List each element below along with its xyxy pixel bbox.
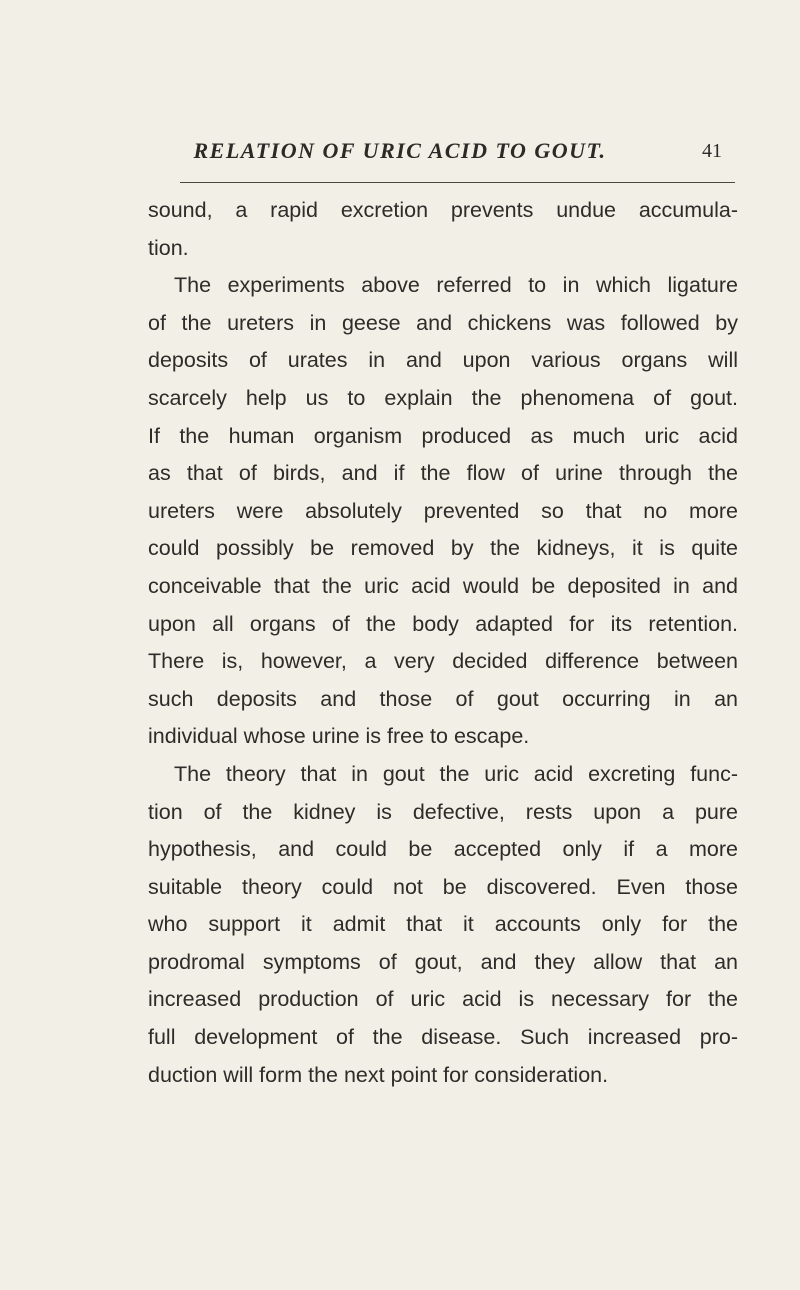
text-line: as that of birds, and if the flow of urine through the [148,461,738,486]
page-header [0,138,800,178]
text-line: There is, however, a very decided difference between [148,649,738,674]
text-line: deposits of urates in and upon various organs will [148,348,738,373]
text-line: who support it admit that it accounts only for the [148,912,738,937]
text-line: The experiments above referred to in which ligature [174,273,738,298]
running-title: RELATION OF URIC ACID TO GOUT. [193,138,607,163]
text-line: increased production of uric acid is necessary for the [148,987,738,1012]
text-line: tion. [148,235,189,260]
text-line: duction will form the next point for consideration. [148,1062,609,1087]
text-line: The theory that in gout the uric acid excreting func- [174,761,738,786]
paragraph [148,756,738,1094]
text-line: conceivable that the uric acid would be deposited in and [148,573,738,598]
text-line: upon all organs of the body adapted for its retention. [148,611,738,636]
body-text [148,192,738,1094]
text-line: prodromal symptoms of gout, and they allow that an [148,949,738,974]
text-line: could possibly be removed by the kidneys, it is quite [148,536,738,561]
text-line: such deposits and those of gout occurring in an [148,686,738,711]
text-line: individual whose urine is free to escape. [148,724,530,749]
text-line: If the human organism produced as much uric acid [148,423,738,448]
header-rule [180,182,735,183]
text-line: hypothesis, and could be accepted only if a more [148,837,738,862]
text-line: of the ureters in geese and chickens was followed by [148,310,738,335]
text-line: scarcely help us to explain the phenomena of gout. [148,385,738,410]
paragraph [148,192,738,267]
text-line: ureters were absolutely prevented so that no more [148,498,738,523]
text-line: sound, a rapid excretion prevents undue accumula- [148,198,738,222]
text-line: full development of the disease. Such increased pro- [148,1025,738,1050]
paragraph [148,267,738,756]
text-line: suitable theory could not be discovered. Even those [148,874,738,899]
page-number: 41 [702,140,722,162]
text-line: tion of the kidney is defective, rests upon a pure [148,799,738,824]
